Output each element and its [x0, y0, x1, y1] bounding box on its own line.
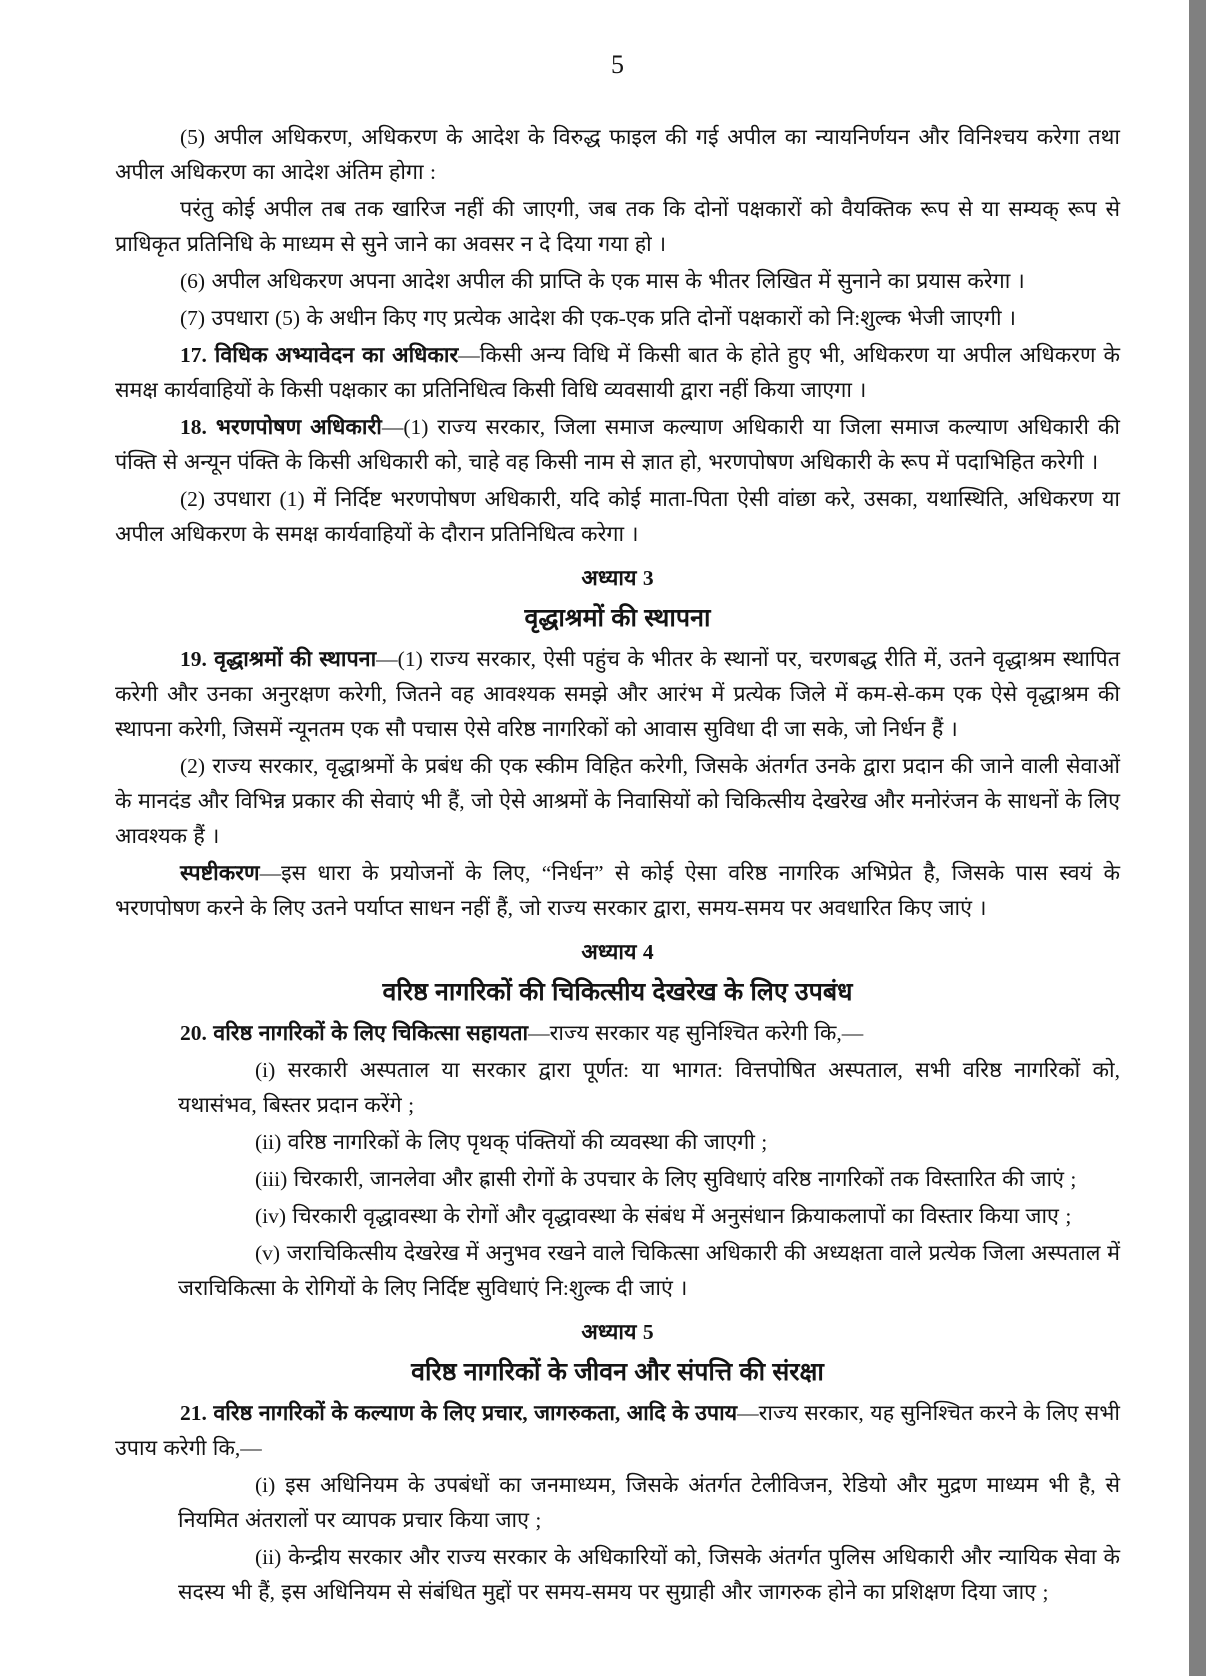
section-21-para — [115, 1396, 1120, 1466]
chapter-4-label: अध्याय 4 — [581, 940, 654, 964]
clause-16-5: (5) अपील अधिकरण, अधिकरण के आदेश के विरुद्ध फाइल की गई अपील का न्यायनिर्णयन और विनिश्चय करेगा तथा अपील अधिकरण का आदेश अंतिम होगा : — [115, 125, 1120, 184]
section-17-text: —किसी अन्य विधि में किसी बात के होते हुए भी, अधिकरण या अपील अधिकरण के समक्ष कार्यवाहियों के किसी पक्षकार का प्रतिनिधित्व किसी विधि व्यवसायी द्वारा नहीं किया जाएगा । — [115, 343, 1120, 402]
explanation-text: —इस धारा के प्रयोजनों के लिए, “निर्धन” से कोई ऐसा वरिष्ठ नागरिक अभिप्रेत है, जिसके पास स्वयं के भरणपोषण करने के लिए उतने पर्याप्त साधन नहीं हैं, जो राज्य सरकार द्वारा, समय-समय पर अवधारित किए जाएं । — [115, 861, 1120, 920]
section-21-text: —राज्य सरकार, यह सुनिश्चित करने के लिए सभी उपाय करेगी कि,— — [115, 1401, 1120, 1460]
page-number: 5 — [611, 50, 624, 79]
chapter-5-title: वरिष्ठ नागरिकों के जीवन और संपत्ति की संरक्षा — [411, 1359, 824, 1386]
clause-21-item-i: (i) इस अधिनियम के उपबंधों का जनमाध्यम, जिसके अंतर्गत टेलीविजन, रेडियो और मुद्रण माध्यम भी है, से नियमित अंतरालों पर व्यापक प्रचार किया जाए ; — [178, 1473, 1120, 1532]
clause-20-item-ii: (ii) वरिष्ठ नागरिकों के लिए पृथक् पंक्तियों की व्यवस्था की जाएगी ; — [255, 1130, 768, 1154]
clause-20-item-v: (v) जराचिकित्सीय देखरेख में अनुभव रखने वाले चिकित्सा अधिकारी की अध्यक्षता वाले प्रत्येक जिला अस्पताल में जराचिकित्सा के रोगियों के लिए निर्दिष्ट सुविधाएं नि:शुल्क दी जाएं । — [178, 1241, 1120, 1300]
clause-20-item-iv: (iv) चिरकारी वृद्धावस्था के रोगों और वृद्धावस्था के संबंध में अनुसंधान क्रियाकलापों का विस्तार किया जाए ; — [255, 1204, 1072, 1228]
section-18-heading: 18. भरणपोषण अधिकारी — [180, 415, 382, 439]
chapter-3-title: वृद्धाश्रमों की स्थापना — [524, 605, 711, 632]
clause-19-explanation — [115, 856, 1120, 926]
chapter-3-label: अध्याय 3 — [581, 566, 654, 590]
chapter-4-title: वरिष्ठ नागरिकों की चिकित्सीय देखरेख के लिए उपबंध — [382, 979, 853, 1006]
clause-16-7: (7) उपधारा (5) के अधीन किए गए प्रत्येक आदेश की एक-एक प्रति दोनों पक्षकारों को नि:शुल्क भेजी जाएगी । — [180, 306, 1017, 330]
section-18-para — [115, 410, 1120, 480]
clause-19-2: (2) राज्य सरकार, वृद्धाश्रमों के प्रबंध की एक स्कीम विहित करेगी, जिसके अंतर्गत उनके द्वारा प्रदान की जाने वाली सेवाओं के मानदंड और विभिन्न प्रकार की सेवाएं भी हैं, जो ऐसे आश्रमों के निवासियों को चिकित्सीय देखरेख और मनोरंजन के साधनों के लिए आवश्यक हैं । — [115, 754, 1120, 848]
page-content — [115, 118, 1120, 1610]
explanation-heading: स्पष्टीकरण — [180, 861, 260, 885]
chapter-5-label: अध्याय 5 — [581, 1320, 654, 1344]
section-19-para — [115, 642, 1120, 747]
section-20-text: —राज्य सरकार यह सुनिश्चित करेगी कि,— — [528, 1021, 864, 1045]
clause-16-6: (6) अपील अधिकरण अपना आदेश अपील की प्राप्ति के एक मास के भीतर लिखित में सुनाने का प्रयास करेगा । — [180, 269, 1025, 293]
clause-20-item-iii: (iii) चिरकारी, जानलेवा और ह्रासी रोगों के उपचार के लिए सुविधाएं वरिष्ठ नागरिकों तक विस्तारित की जाएं ; — [255, 1167, 1077, 1191]
section-19-heading: 19. वृद्धाश्रमों की स्थापना — [180, 647, 377, 671]
section-20-heading: 20. वरिष्ठ नागरिकों के लिए चिकित्सा सहायता — [180, 1021, 529, 1045]
section-17-para — [115, 338, 1120, 408]
clause-21-item-ii: (ii) केन्द्रीय सरकार और राज्य सरकार के अधिकारियों को, जिसके अंतर्गत पुलिस अधिकारी और न्यायिक सेवा के सदस्य भी हैं, इस अधिनियम से संबंधित मुद्दों पर समय-समय पर सुग्राही और जागरुक होने का प्रशिक्षण दिया जाए ; — [178, 1545, 1120, 1604]
section-17-heading: 17. विधिक अभ्यावेदन का अधिकार — [180, 343, 459, 367]
clause-18-2: (2) उपधारा (1) में निर्दिष्ट भरणपोषण अधिकारी, यदि कोई माता-पिता ऐसी वांछा करे, उसका, यथास्थिति, अधिकरण या अपील अधिकरण के समक्ष कार्यवाहियों के दौरान प्रतिनिधित्व करेगा । — [115, 487, 1120, 546]
viewer-background-edge — [1189, 0, 1206, 1676]
section-20-para — [115, 1016, 1120, 1051]
section-21-heading: 21. वरिष्ठ नागरिकों के कल्याण के लिए प्रचार, जागरुकता, आदि के उपाय — [180, 1401, 738, 1425]
section-18-text: —(1) राज्य सरकार, जिला समाज कल्याण अधिकारी या जिला समाज कल्याण अधिकारी की पंक्ति से अन्यून पंक्ति के किसी अधिकारी को, चाहे वह किसी नाम से ज्ञात हो, भरणपोषण अधिकारी के रूप में पदाभिहित करेगी । — [115, 415, 1121, 474]
clause-20-item-i: (i) सरकारी अस्पताल या सरकार द्वारा पूर्णत: या भागत: वित्तपोषित अस्पताल, सभी वरिष्ठ नागरिकों को, यथासंभव, बिस्तर प्रदान करेंगे ; — [178, 1058, 1120, 1117]
section-19-text: —(1) राज्य सरकार, ऐसी पहुंच के भीतर के स्थानों पर, चरणबद्ध रीति में, उतने वृद्धाश्रम स्थापित करेगी और उनका अनुरक्षण करेगी, जितने वह आवश्यक समझे और आरंभ में प्रत्येक जिले में कम-से-कम एक ऐसे वृद्धाश्रम की स्थापना करेगी, जिसमें न्यूनतम एक सौ पचास ऐसे वरिष्ठ नागरिकों को आवास सुविधा दी जा सके, जो निर्धन हैं । — [115, 647, 1120, 741]
clause-16-proviso: परंतु कोई अपील तब तक खारिज नहीं की जाएगी, जब तक कि दोनों पक्षकारों को वैयक्तिक रूप से या सम्यक् रूप से प्राधिकृत प्रतिनिधि के माध्यम से सुने जाने का अवसर न दे दिया गया हो । — [115, 197, 1120, 256]
